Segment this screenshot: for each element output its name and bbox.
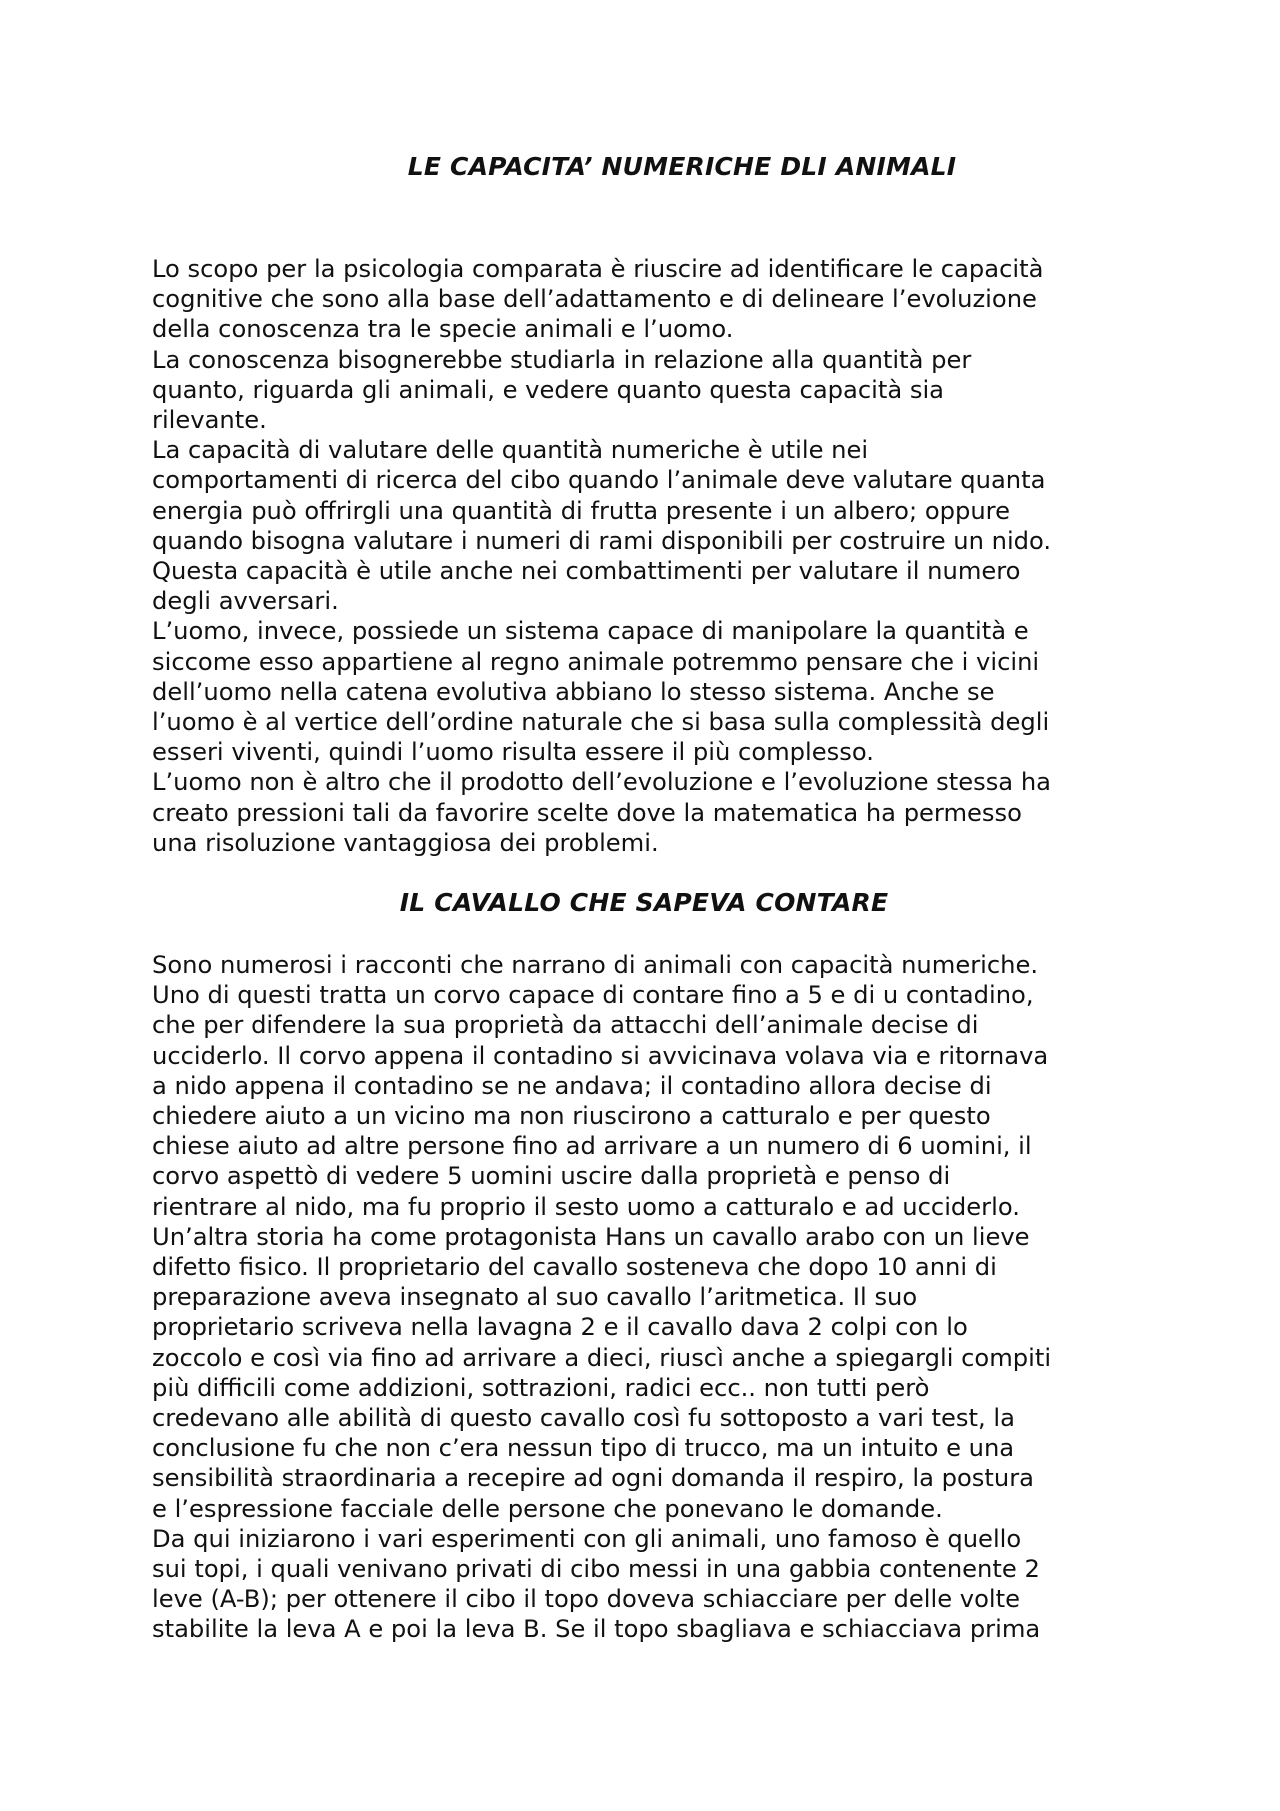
- document-title: LE CAPACITA’ NUMERICHE DLI ANIMALI: [407, 152, 957, 181]
- text-line: chiedere aiuto a un vicino ma non riuscirono a catturalo e per questo: [152, 1102, 991, 1131]
- text-line: proprietario scriveva nella lavagna 2 e il cavallo dava 2 colpi con lo: [152, 1313, 968, 1342]
- text-line: esseri viventi, quindi l’uomo risulta essere il più complesso.: [152, 738, 874, 767]
- text-line: sensibilità straordinaria a recepire ad ogni domanda il respiro, la postura: [152, 1464, 1034, 1493]
- section-2-heading: IL CAVALLO CHE SAPEVA CONTARE: [399, 888, 889, 917]
- text-line: rilevante.: [152, 406, 267, 435]
- section-1-body: [152, 254, 1127, 858]
- text-line: stabilite la leva A e poi la leva B. Se il topo sbagliava e schiacciava prima: [152, 1615, 1041, 1644]
- text-line: credevano alle abilità di questo cavallo così fu sottoposto a vari test, la: [152, 1404, 1015, 1433]
- text-line: a nido appena il contadino se ne andava; il contadino allora decise di: [152, 1071, 992, 1100]
- text-line: creato pressioni tali da favorire scelte dove la matematica ha permesso: [152, 798, 1022, 827]
- text-line: preparazione aveva insegnato al suo cavallo l’aritmetica. Il suo: [152, 1283, 918, 1312]
- text-line: chiese aiuto ad altre persone fino ad arrivare a un numero di 6 uomini, il: [152, 1132, 1032, 1161]
- text-line: L’uomo non è altro che il prodotto dell’evoluzione e l’evoluzione stessa ha: [152, 768, 1051, 797]
- text-line: leve (A-B); per ottenere il cibo il topo doveva schiacciare per delle volte: [152, 1585, 1020, 1614]
- text-line: dell’uomo nella catena evolutiva abbiano lo stesso sistema. Anche se: [152, 677, 995, 706]
- text-line: e l’espressione facciale delle persone che ponevano le domande.: [152, 1494, 943, 1523]
- section-2-body: [152, 950, 1127, 1645]
- text-line: Questa capacità è utile anche nei combattimenti per valutare il numero: [152, 557, 1021, 586]
- text-line: zoccolo e così via fino ad arrivare a dieci, riuscì anche a spiegargli compiti: [152, 1343, 1052, 1372]
- text-line: quanto, riguarda gli animali, e vedere quanto questa capacità sia: [152, 375, 944, 404]
- text-line: sui topi, i quali venivano privati di cibo messi in una gabbia contenente 2: [152, 1555, 1040, 1584]
- text-line: energia può offrirgli una quantità di frutta presente i un albero; oppure: [152, 496, 1010, 525]
- text-line: Sono numerosi i racconti che narrano di animali con capacità numeriche.: [152, 951, 1039, 979]
- text-line: degli avversari.: [152, 587, 339, 616]
- text-line: Lo scopo per la psicologia comparata è riuscire ad identificare le capacità: [152, 255, 1044, 283]
- text-line: della conoscenza tra le specie animali e l’uomo.: [152, 315, 734, 344]
- text-line: quando bisogna valutare i numeri di rami disponibili per costruire un nido.: [152, 526, 1052, 555]
- text-line: Uno di questi tratta un corvo capace di contare fino a 5 e di u contadino,: [152, 981, 1034, 1010]
- text-line: rientrare al nido, ma fu proprio il sesto uomo a catturalo e ad ucciderlo.: [152, 1192, 1020, 1221]
- text-line: l’uomo è al vertice dell’ordine naturale che si basa sulla complessità degli: [152, 708, 1050, 737]
- text-line: Da qui iniziarono i vari esperimenti con gli animali, uno famoso è quello: [152, 1524, 1022, 1553]
- text-line: conclusione fu che non c’era nessun tipo di trucco, ma un intuito e una: [152, 1434, 1015, 1463]
- text-line: cognitive che sono alla base dell’adattamento e di delineare l’evoluzione: [152, 285, 1037, 314]
- text-line: Un’altra storia ha come protagonista Hans un cavallo arabo con un lieve: [152, 1222, 1030, 1251]
- text-line: siccome esso appartiene al regno animale potremmo pensare che i vicini: [152, 647, 1040, 676]
- text-line: più difficili come addizioni, sottrazioni, radici ecc.. non tutti però: [152, 1373, 930, 1402]
- text-line: comportamenti di ricerca del cibo quando l’animale deve valutare quanta: [152, 466, 1046, 495]
- text-line: ucciderlo. Il corvo appena il contadino si avvicinava volava via e ritornava: [152, 1041, 1049, 1070]
- text-line: che per difendere la sua proprietà da attacchi dell’animale decise di: [152, 1011, 979, 1040]
- text-line: L’uomo, invece, possiede un sistema capace di manipolare la quantità e: [152, 617, 1029, 646]
- text-line: una risoluzione vantaggiosa dei problemi.: [152, 828, 659, 857]
- text-line: La capacità di valutare delle quantità numeriche è utile nei: [152, 436, 869, 465]
- text-line: corvo aspettò di vedere 5 uomini uscire dalla proprietà e penso di: [152, 1162, 951, 1191]
- text-line: La conoscenza bisognerebbe studiarla in relazione alla quantità per: [152, 345, 972, 374]
- text-line: difetto fisico. Il proprietario del cavallo sosteneva che dopo 10 anni di: [152, 1253, 997, 1282]
